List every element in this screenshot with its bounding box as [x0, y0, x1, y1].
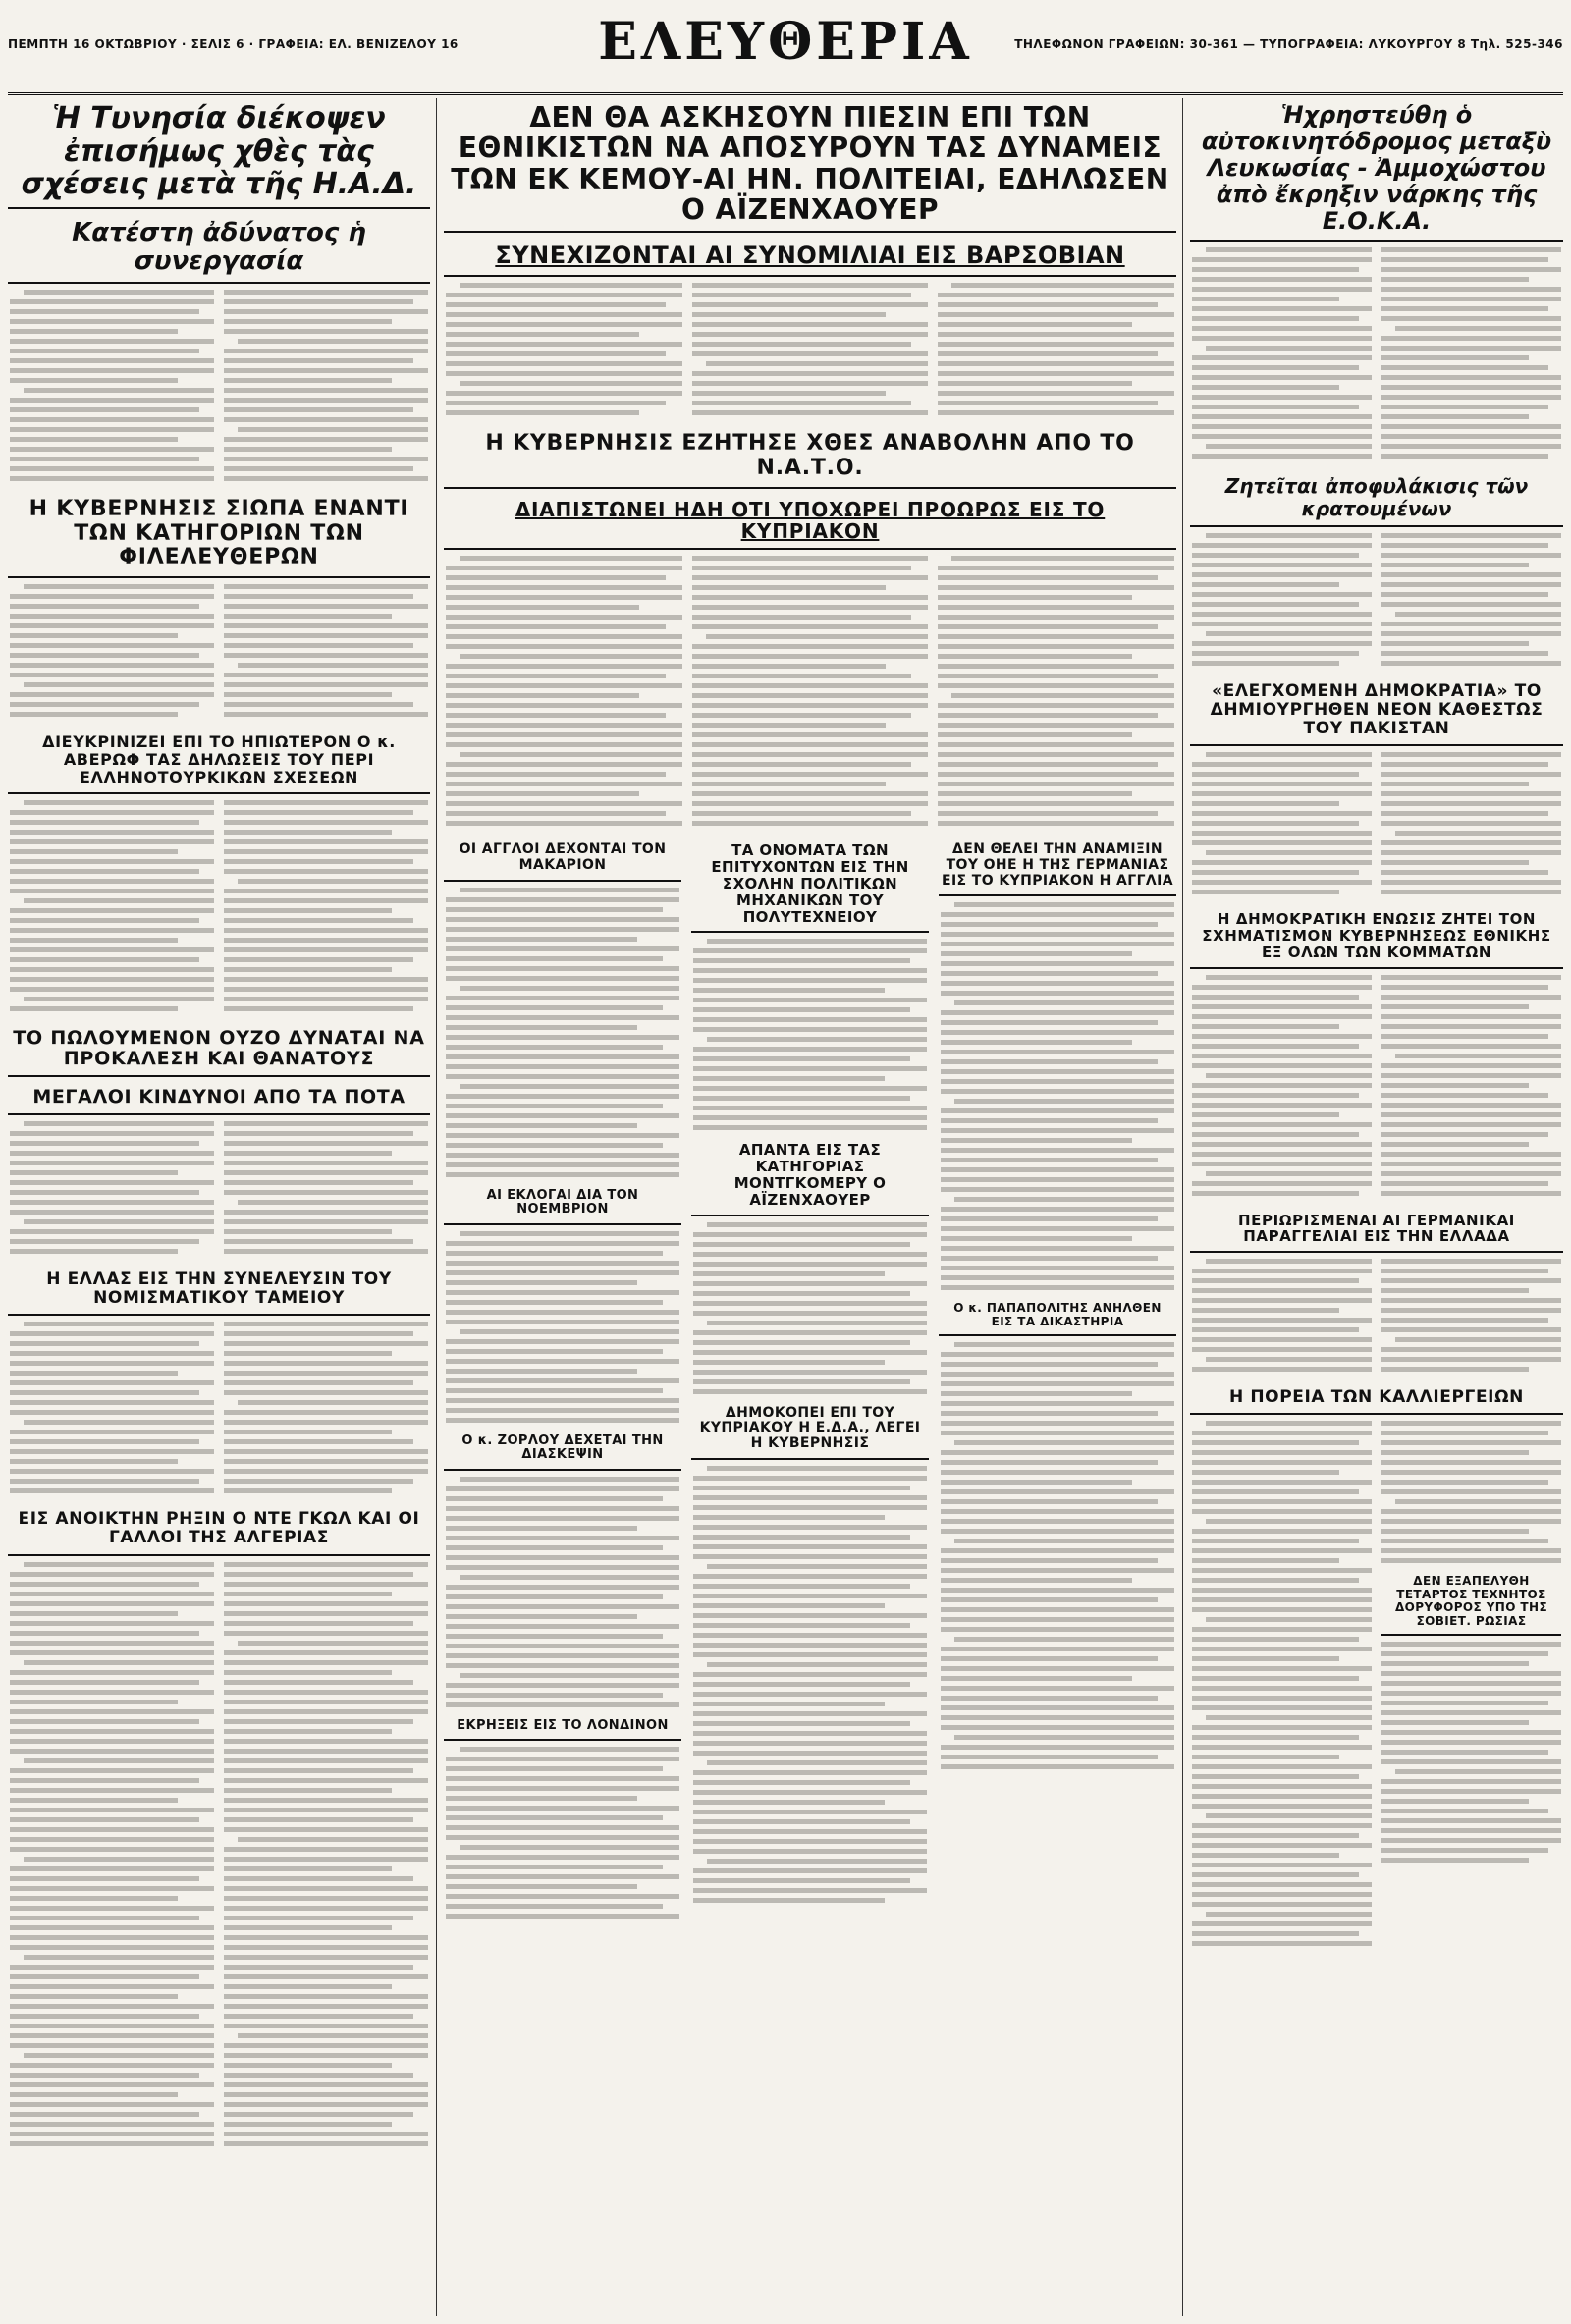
article-body: [446, 1477, 679, 1707]
headline-crops: Η ΠΟΡΕΙΑ ΤΩΝ ΚΑΛΛΙΕΡΓΕΙΩΝ: [1190, 1384, 1563, 1415]
headline-zorlu: Ο κ. ΖΟΡΛΟΥ ΔΕΧΕΤΑΙ ΤΗΝ ΔΙΑΣΚΕΨΙΝ: [444, 1431, 681, 1471]
lower-center-grid: [444, 838, 1176, 1926]
headline-eoka-mine: Ἡχρηστεύθη ὁ αὐτοκινητόδρομος μεταξὺ Λευκωσίας - Ἀμμοχώστου ἀπὸ ἔκρηξιν νάρκης τῆς Ε.Ο.Κ.Α.: [1190, 98, 1563, 242]
article-body: [446, 888, 679, 1177]
newspaper-title: ΕΛΕΥΘΕΡΙΑ: [598, 12, 973, 72]
article-body: [10, 800, 428, 1016]
article-body: [10, 1562, 428, 2151]
masthead-right-info: ΤΗΛΕΦΩΝΟΝ ΓΡΑΦΕΙΩΝ: 30-361 — ΤΥΠΟΓΡΑΦΕΙΑ: ΛΥΚΟΥΡΓΟΥ 8 Τηλ. 525-346: [1014, 37, 1563, 51]
headline-averof: ΔΙΕΥΚΡΙΝΙΖΕΙ ΕΠΙ ΤΟ ΗΠΙΩΤΕΡΟΝ Ο κ. ΑΒΕΡΩΦ ΤΑΣ ΔΗΛΩΣΕΙΣ ΤΟΥ ΠΕΡΙ ΕΛΛΗΝΟΤΟΥΡΚΙΚΩΝ ΣΧΕΣΕΩΝ: [8, 730, 430, 794]
headline-polytechnic: ΤΑ ΟΝΟΜΑΤΑ ΤΩΝ ΕΠΙΤΥΧΟΝΤΩΝ ΕΙΣ ΤΗΝ ΣΧΟΛΗΝ ΠΟΛΙΤΙΚΩΝ ΜΗΧΑΝΙΚΩΝ ΤΟΥ ΠΟΛΥΤΕΧΝΕΙΟΥ: [691, 838, 929, 933]
headline-nato-sub: ΔΙΑΠΙΣΤΩΝΕΙ ΗΔΗ ΟΤΙ ΥΠΟΧΩΡΕΙ ΠΡΟΩΡΩΣ ΕΙΣ ΤΟ ΚΥΠΡΙΑΚΟΝ: [444, 495, 1176, 551]
headline-main-sub: ΣΥΝΕΧΙΖΟΝΤΑΙ ΑΙ ΣΥΝΟΜΙΛΙΑΙ ΕΙΣ ΒΑΡΣΟΒΙΑΝ: [444, 239, 1176, 277]
headline-government-silent: Η ΚΥΒΕΡΝΗΣΙΣ ΣΙΩΠΑ ΕΝΑΝΤΙ ΤΩΝ ΚΑΤΗΓΟΡΙΩΝ ΤΩΝ ΦΙΛΕΛΕΥΘΕΡΩΝ: [8, 494, 430, 578]
article-body: [446, 1747, 679, 1919]
article-body: [941, 902, 1174, 1290]
article-body: [693, 1466, 927, 1903]
headline-democratic-union: Η ΔΗΜΟΚΡΑΤΙΚΗ ΕΝΩΣΙΣ ΖΗΤΕΙ ΤΟΝ ΣΧΗΜΑΤΙΣΜΟΝ ΚΥΒΕΡΝΗΣΕΩΣ ΕΘΝΙΚΗΣ ΕΞ ΟΛΩΝ ΤΩΝ ΚΟΜΜΑΤΩΝ: [1190, 907, 1563, 968]
headline-pakistan: «ΕΛΕΓΧΟΜΕΝΗ ΔΗΜΟΚΡΑΤΙΑ» ΤΟ ΔΗΜΙΟΥΡΓΗΘΕΝ ΝΕΟΝ ΚΑΘΕΣΤΩΣ ΤΟΥ ΠΑΚΙΣΤΑΝ: [1190, 678, 1563, 746]
headline-detainees: Ζητεῖται ἀποφυλάκισις τῶν κρατουμένων: [1190, 471, 1563, 527]
article-body: [446, 556, 1174, 831]
article-body: [1192, 752, 1561, 899]
masthead: [8, 8, 1563, 95]
article-body: [693, 939, 927, 1130]
headline-ouzo-sub: ΜΕΓΑΛΟΙ ΚΙΝΔΥΝΟΙ ΑΠΟ ΤΑ ΠΟΤΑ: [8, 1083, 430, 1115]
headline-ouzo: ΤΟ ΠΩΛΟΥΜΕΝΟΝ ΟΥΖΟ ΔΥΝΑΤΑΙ ΝΑ ΠΡΟΚΑΛΕΣΗ ΚΑΙ ΘΑΝΑΤΟΥΣ: [8, 1024, 430, 1078]
article-body: [10, 290, 428, 486]
left-column: [8, 98, 430, 2316]
headline-nato: Η ΚΥΒΕΡΝΗΣΙΣ ΕΖΗΤΗΣΕ ΧΘΕΣ ΑΝΑΒΟΛΗΝ ΑΠΟ ΤΟ Ν.Α.Τ.Ο.: [444, 428, 1176, 488]
headline-de-gaulle: ΕΙΣ ΑΝΟΙΚΤΗΝ ΡΗΞΙΝ Ο ΝΤΕ ΓΚΩΛ ΚΑΙ ΟΙ ΓΑΛΛΟΙ ΤΗΣ ΑΛΓΕΡΙΑΣ: [8, 1506, 430, 1555]
column-rule: [436, 98, 437, 2316]
headline-eda: ΔΗΜΟΚΟΠΕΙ ΕΠΙ ΤΟΥ ΚΥΠΡΙΑΚΟΥ Η Ε.Δ.Α., ΛΕΓΕΙ Η ΚΥΒΕΡΝΗΣΙΣ: [691, 1402, 929, 1460]
center-column: [444, 98, 1176, 2316]
article-body: [1192, 533, 1561, 671]
article-body: [10, 1121, 428, 1259]
headline-tunisia: Ἡ Τυνησία διέκοψεν ἐπισήμως χθὲς τὰς σχέσεις μετὰ τῆς Η.Α.Δ.: [8, 98, 430, 209]
article-body: [446, 283, 1174, 420]
article-body: [1192, 247, 1561, 463]
article-body: [693, 1222, 927, 1394]
article-body: [1192, 1421, 1561, 1951]
article-body: [1192, 1259, 1561, 1377]
headline-german-orders: ΠΕΡΙΩΡΙΣΜΕΝΑΙ ΑΙ ΓΕΡΜΑΝΙΚΑΙ ΠΑΡΑΓΓΕΛΙΑΙ ΕΙΣ ΤΗΝ ΕΛΛΑΔΑ: [1190, 1209, 1563, 1254]
headline-sputnik: ΔΕΝ ΕΞΑΠΕΛΥΘΗ ΤΕΤΑΡΤΟΣ ΤΕΧΝΗΤΟΣ ΔΟΡΥΦΟΡΟΣ ΥΠΟ ΤΗΣ ΣΟΒΙΕΤ. ΡΩΣΙΑΣ: [1381, 1571, 1561, 1636]
headline-oee-germany: ΔΕΝ ΘΕΛΕΙ ΤΗΝ ΑΝΑΜΙΞΙΝ ΤΟΥ ΟΗΕ Η ΤΗΣ ΓΕΡΜΑΝΙΑΣ ΕΙΣ ΤΟ ΚΥΠΡΙΑΚΟΝ Η ΑΓΓΛΙΑ: [939, 838, 1176, 896]
headline-monetary-fund: Η ΕΛΛΑΣ ΕΙΣ ΤΗΝ ΣΥΝΕΛΕΥΣΙΝ ΤΟΥ ΝΟΜΙΣΜΑΤΙΚΟΥ ΤΑΜΕΙΟΥ: [8, 1267, 430, 1316]
masthead-left-info: ΠΕΜΠΤΗ 16 ΟΚΤΩΒΡΙΟΥ · ΣΕΛΙΣ 6 · ΓΡΑΦΕΙΑ: ΕΛ. ΒΕΝΙΖΕΛΟΥ 16: [8, 37, 459, 51]
article-body: [941, 1342, 1174, 1769]
right-column: [1190, 98, 1563, 2316]
headline-makarios: ΟΙ ΑΓΓΛΟΙ ΔΕΧΟΝΤΑΙ ΤΟΝ ΜΑΚΑΡΙΟΝ: [444, 838, 681, 881]
headline-main: ΔΕΝ ΘΑ ΑΣΚΗΣΟΥΝ ΠΙΕΣΙΝ ΕΠΙ ΤΩΝ ΕΘΝΙΚΙΣΤΩΝ ΝΑ ΑΠΟΣΥΡΟΥΝ ΤΑΣ ΔΥΝΑΜΕΙΣ ΤΩΝ ΕΚ ΚΕΜΟΥ-ΑΙ ΗΝ. ΠΟΛΙΤΕΙΑΙ, ΕΔΗΛΩΣΕΝ Ο ΑΪΖΕΝΧΑΟΥΕΡ: [444, 98, 1176, 233]
article-body: [10, 584, 428, 722]
headline-london-explosions: ΕΚΡΗΞΕΙΣ ΕΙΣ ΤΟ ΛΟΝΔΙΝΟΝ: [444, 1715, 681, 1742]
article-body: [446, 1231, 679, 1423]
article-body: [10, 1322, 428, 1498]
headline-elections: ΑΙ ΕΚΛΟΓΑΙ ΔΙΑ ΤΟΝ ΝΟΕΜΒΡΙΟΝ: [444, 1185, 681, 1225]
headline-papapolitis: Ο κ. ΠΑΠΑΠΟΛΙΤΗΣ ΑΝΗΛΘΕΝ ΕΙΣ ΤΑ ΔΙΚΑΣΤΗΡΙΑ: [939, 1298, 1176, 1336]
headline-tunisia-sub: Κατέστη ἀδύνατος ἡ συνεργασία: [8, 215, 430, 284]
headline-montgomery: ΑΠΑΝΤΑ ΕΙΣ ΤΑΣ ΚΑΤΗΓΟΡΙΑΣ ΜΟΝΤΓΚΟΜΕΡΥ Ο ΑΪΖΕΝΧΑΟΥΕΡ: [691, 1138, 929, 1216]
column-rule: [1182, 98, 1183, 2316]
article-body: [1192, 975, 1561, 1201]
